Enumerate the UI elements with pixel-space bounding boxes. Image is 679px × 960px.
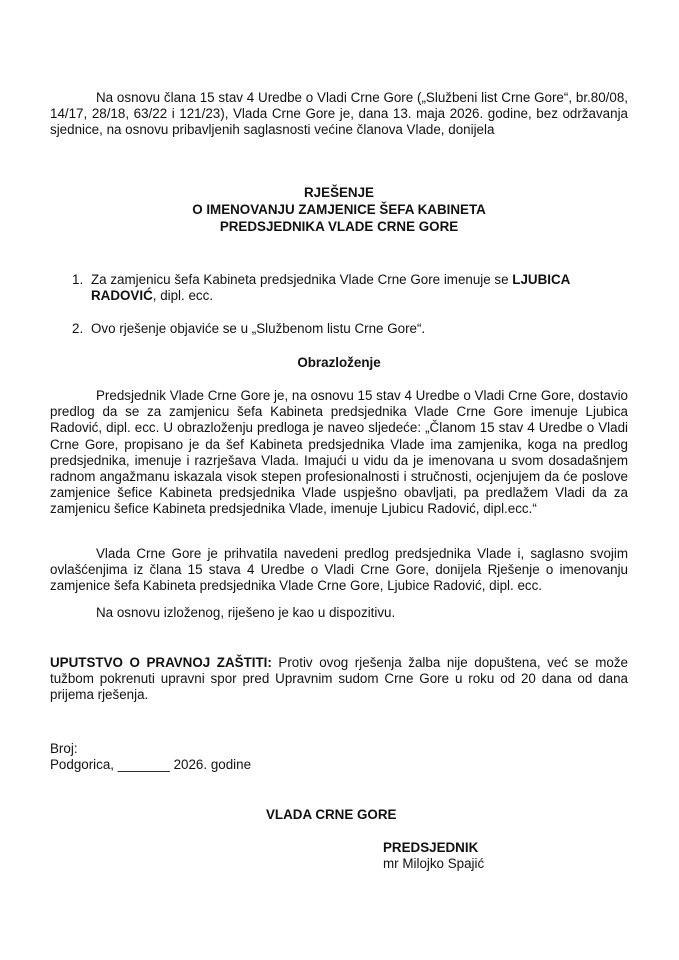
title-line-1: RJEŠENJE [304,185,374,200]
document-number: Broj: [50,741,78,756]
appointee-name: LJUBICA RADOVIĆ [91,272,570,304]
place-date: Podgorica, _______ 2026. godine [50,757,252,772]
signature-role: PREDSJEDNIK [383,840,479,855]
list-item-2 [72,321,628,337]
item-text: Ovo rješenje objaviće se u „Službenom listu Crne Gore“. [91,321,426,336]
item-text-suffix: , dipl. ecc. [152,288,214,304]
reasoning-paragraph-1: Predsjednik Vlade Crne Gore je, na osnovu 15 stav 4 Uredbe o Vladi Crne Gore, dostavio predlog da se za zamjenicu šefa Kabineta predsjednika Vlade Crne Gore imenuje Ljubica Radović, dipl. ecc. U obrazloženju predloga je naveo sljedeće: „Članom 15 stav 4 Uredbe o Vladi Crne Gore, propisano je da šef Kabineta predsjednika Vlade ima zamjenika, koga na predlog predsjednika, imenuje i razrješava Vlada. Imajući u vidu da je imenovana u svom dosadašnjem radnom angažmanu iskazala visok stepen profesionalnosti i stručnosti, ocjenjujem da će poslove zamjenice šefice Kabineta predsjednika Vlade uspješno obavljati, pa predlažem Vladi da za zamjenicu šefice Kabineta predsjednika Vlade, imenuje Ljubicu Radović, dipl.ecc.“ [50,388,628,517]
reasoning-paragraph-3: Na osnovu izloženog, riješeno je kao u dispozitivu. [96,605,396,620]
item-text: Za zamjenicu šefa Kabineta predsjednika Vlade Crne Gore imenuje se [91,272,513,287]
legal-remedy-text: Protiv ovog rješenja žalba nije dopuštena, već se može tužbom pokrenuti upravni spor pred Upravnim sudom Crne Gore u roku od 20 dana od dana prijema rješenja. [50,655,628,703]
title-line-3: PREDSJEDNIKA VLADE CRNE GORE [219,219,459,234]
legal-remedy [50,655,628,704]
list-number: 1. [72,272,84,287]
title-line-2: O IMENOVANJU ZAMJENICE ŠEFA KABINETA [192,202,486,217]
list-number: 2. [72,321,84,336]
reasoning-heading: Obrazloženje [297,355,381,370]
list-item-1 [72,272,628,304]
intro-paragraph: Na osnovu člana 15 stav 4 Uredbe o Vladi Crne Gore („Službeni list Crne Gore“, br.80/08, 14/17, 28/18, 63/22 i 121/23), Vlada Crne Gore je, dana 13. maja 2026. godine, bez održavanja sjednice, na osnovu pribavljenih saglasnosti većine članova Vlade, donijela [50,90,628,138]
signature-organization: VLADA CRNE GORE [266,807,397,822]
legal-remedy-label: UPUTSTVO O PRAVNOJ ZAŠTITI: [50,655,272,670]
signature-name: mr Milojko Spajić [383,856,485,871]
reasoning-paragraph-2: Vlada Crne Gore je prihvatila navedeni predlog predsjednika Vlade i, saglasno svojim ovlašćenjima iz člana 15 stava 4 Uredbe o Vladi Crne Gore, donijela Rješenje o imenovanju zamjenice šefa Kabineta predsjednika Vlade Crne Gore, Ljubice Radović, dipl. ecc. [50,546,628,594]
